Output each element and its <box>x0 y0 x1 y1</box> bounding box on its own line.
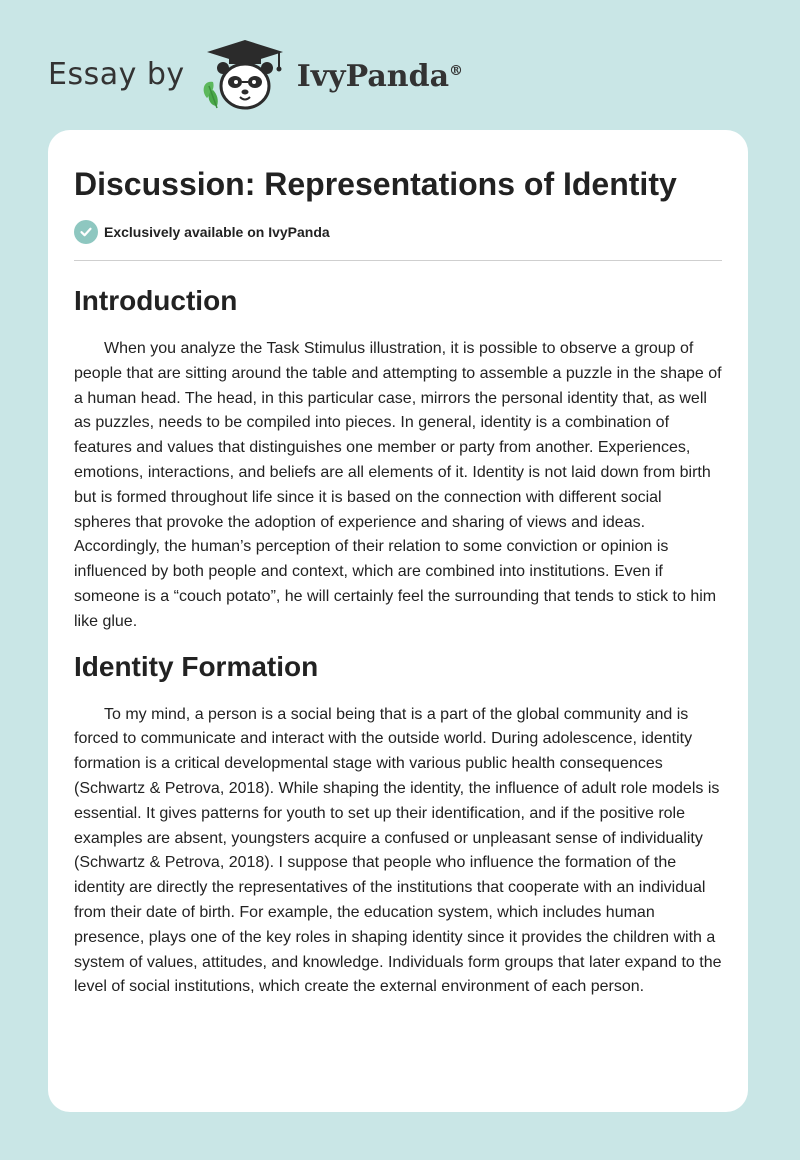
brand-header[interactable] <box>48 36 463 112</box>
badge-text: Exclusively available on IvyPanda <box>104 224 330 240</box>
panda-logo-icon <box>199 36 291 112</box>
essay-card <box>48 130 748 1112</box>
brand-name: IvyPanda® <box>296 58 464 94</box>
brand-prefix: Essay by <box>48 56 185 92</box>
section-paragraph-introduction: When you analyze the Task Stimulus illustration, it is possible to observe a group of people that are sitting around the table and attempting to assemble a puzzle in the shape of a human head. The head, in this particular case, mirrors the personal identity that, as well as puzzles, needs to be compiled into pieces. In general, identity is a combination of features and values that distinguishes one member or party from another. Experiences, emotions, interactions, and beliefs are all elements of it. Identity is not laid down from birth but is formed throughout life since it is based on the connection with different social spheres that provoke the adoption of experience and sharing of views and ideas. Accordingly, the human’s perception of their relation to some conviction or opinion is influenced by both people and context, which are combined into institutions. Even if someone is a “couch potato”, he will certainly feel the surrounding that tends to stick to him like glue. <box>74 340 722 630</box>
check-icon <box>74 220 98 244</box>
page-title: Discussion: Representations of Identity <box>74 166 677 202</box>
section-paragraph-identity-formation: To my mind, a person is a social being that is a part of the global community and is forced to communicate and interact with the outside world. During adolescence, identity formation is a critical developmental stage with various public health consequences (Schwartz & Petrova, 2018). While shaping the identity, the influence of adult role models is essential. It gives patterns for youth to set up their identification, and if the positive role examples are absent, youngsters acquire a confused or unpleasant sense of individuality (Schwartz & Petrova, 2018). I suppose that people who influence the formation of the identity are directly the representatives of the institutions that cooperate with an individual from their date of birth. For example, the education system, which includes human presence, plays one of the key roles in shaping identity since it provides the children with a system of values, attitudes, and knowledge. Individuals form groups that later expand to the level of social institutions, which create the external environment of each person. <box>74 705 722 996</box>
section-heading-identity-formation: Identity Formation <box>74 650 319 682</box>
section-heading-introduction: Introduction <box>74 285 238 316</box>
exclusive-badge <box>74 220 722 244</box>
divider <box>74 260 722 261</box>
